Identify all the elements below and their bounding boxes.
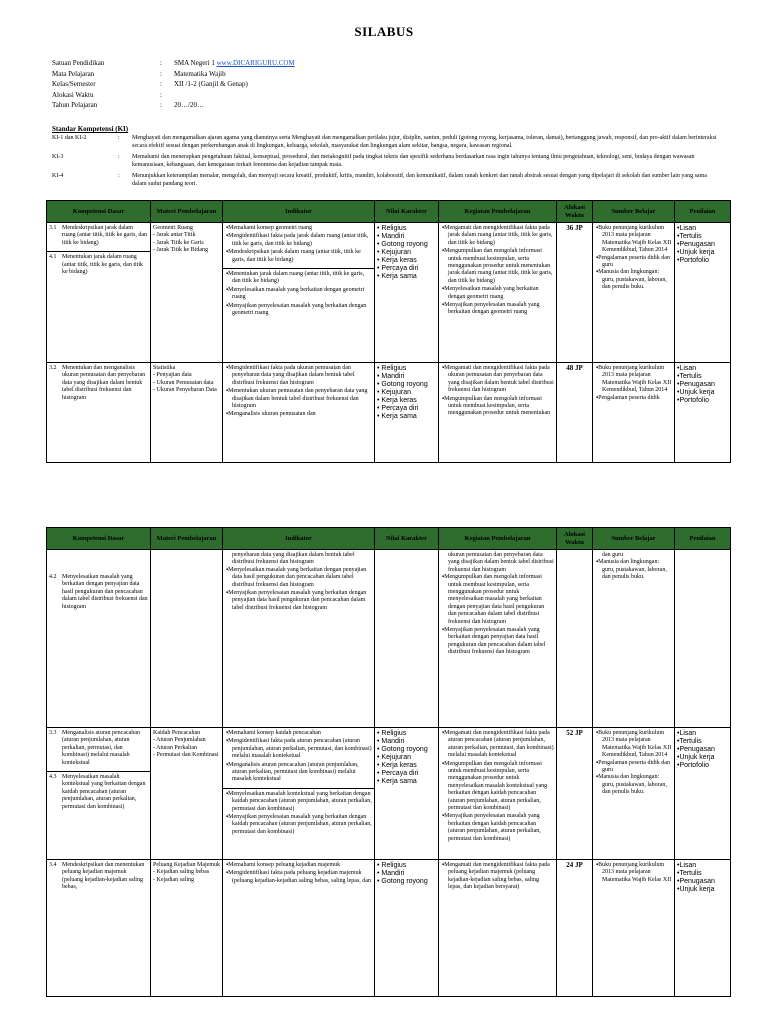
sumber-item: ▪ Buku penunjang kurikulum 2013 mata pelajaran Matematika Wajib Kelas XII Kemendikbud, Tahun 2014: [595, 225, 672, 255]
sumber-item: dan guru: [602, 552, 624, 558]
identity-value: 20…/20…: [174, 101, 204, 109]
kd-text: Mendeskripsikan dan menentukan peluang kejadian majemuk (peluang kejadian-kejadian saling bebas,: [62, 862, 145, 891]
kegiatan-item: ▪ Mengumpulkan dan mengolah informasi untuk membuat kesimpulan, serta menggunakan prosedur untuk menentukan: [441, 396, 554, 418]
kd-cell: [47, 728, 151, 860]
nilai-item: • Kejujuran: [377, 249, 436, 257]
header-alokasi-waktu: Alokasi Waktu: [557, 201, 593, 223]
penilaian-cell: [675, 728, 731, 860]
penilaian-item: • Lisan: [677, 862, 728, 870]
nilai-item: • Religius: [377, 730, 436, 738]
header-penilaian: Penilaian: [675, 528, 731, 550]
indikator-item: ▪ Memahami konsep kaidah pencacahan: [225, 730, 372, 737]
sumber-cell: [593, 860, 675, 997]
sumber-item: ▪ Pengalaman peserta didik: [595, 395, 672, 402]
materi-item: - Ukuran Pemusatan data: [153, 380, 220, 387]
kd-number: 3.4: [49, 862, 57, 868]
ki-text: Memahami dan menerapkan pengetahuan faktual, konseptual, prosedural, dan metakognitif pada tingkat teknis dan spesifik sederhana berdasarkan rasa ingin tahunya tentang ilmu pengetahuan, teknologi, seni, budaya dengan wawasan kemanusiaan, kebangsaan, dan kenegaraan terkait fenomena dan kejadian tampak mata.: [132, 154, 695, 168]
nilai-item: • Kejujuran: [377, 754, 436, 762]
penilaian-item: • Tertulis: [677, 738, 728, 746]
penilaian-cell: [675, 223, 731, 363]
indikator-item: ▪ Menyelesaikan masalah kontekstual yang berkaitan dengan kaidah pencacahan (aturan penjumlahan, aturan perkalian, permutasi dan kombinasi): [225, 791, 372, 813]
penilaian-item: • Penugasan: [677, 746, 728, 754]
penilaian-item: • Unjuk kerja: [677, 389, 728, 397]
identity-label: Mata Pelajaran: [52, 69, 95, 78]
header-kegiatan: Kegiatan Pembelajaran: [439, 201, 557, 223]
kegiatan-cell: [439, 728, 557, 860]
indikator-item: ▪ Menentukan ukuran pemusatan dan penyebaran data yang disajikan dalam bentuk tabel distribusi frekuensi dan histogram: [225, 388, 372, 410]
identity-value: SMA Negeri 1: [174, 59, 215, 67]
header-nilai-karakter: Nilai Karakter: [375, 528, 439, 550]
nilai-cell: [375, 223, 439, 363]
sumber-item: ▪ Buku penunjang kurikulum 2013 mata pelajaran Matematika Wajib Kelas XII: [595, 862, 672, 884]
identity-value: Matematika Wajib: [174, 69, 226, 78]
sumber-item: ▪ Manusia dan lingkungan: guru, pustakawan, laboran, dan penulis buku.: [595, 774, 672, 796]
indikator-item: ▪ Menentukan jarak dalam ruang (antar titik, titik ke garis, dan titik ke bidang): [225, 271, 372, 286]
kd-number: 3.2: [49, 365, 57, 371]
kegiatan-cell: [439, 550, 557, 728]
sumber-cell: [593, 550, 675, 728]
kd-cell: [47, 550, 151, 728]
penilaian-item: • Portofolio: [677, 762, 728, 770]
materi-cell: [151, 550, 223, 728]
nilai-item: • Mandiri: [377, 373, 436, 381]
ki-text: Menghayati dan mengamalkan ajaran agama yang dianutnya serta Menghayati dan mengamalkan perilaku jujur, disiplin, santun, peduli (gotong royong, kerjasama, toleran, damai), bertanggung jawab, responsif, dan pro-aktif dalam berinteraksi secara efektif sesuai dengan perkembangan anak di lingkungan, keluarga, sekolah, masyarakat dan lingkungan alam sekitar, bangsa, negara, kawasan regional.: [132, 135, 717, 149]
kd-text: Menganalisis aturan pencacahan (aturan penjumlahan, aturan perkalian, permutasi, dan kombinasi) melalui masalah kontekstual: [62, 730, 140, 766]
penilaian-item: • Portofolio: [677, 257, 728, 265]
ki-code: KI-1 dan KI-2: [52, 135, 87, 141]
kegiatan-item: ▪ Mengamati dan mengidentifikasi fakta pada ukuran pemusatan dan penyebaran data yang disajikan dalam bentuk tabel distribusi frekuensi dan histogram: [441, 365, 554, 395]
table-row: [47, 223, 731, 363]
nilai-item: • Kerja sama: [377, 273, 436, 281]
nilai-item: • Percaya diri: [377, 770, 436, 778]
identity-row: Mata Pelajaran : Matematika Wajib: [52, 69, 226, 78]
indikator-item: ▪ Memahami konsep peluang kejadian majemuk: [225, 862, 372, 869]
nilai-item: • Kerja sama: [377, 778, 436, 786]
table-row: [47, 363, 731, 463]
kegiatan-item: ▪ Menyajikan penyelesaian masalah yang berkaitan dengan geometri ruang: [441, 302, 554, 317]
materi-title: Kaidah Pencacahan: [153, 730, 201, 736]
materi-item: - Kejadian saling: [153, 877, 220, 884]
indikator-cell: [223, 363, 375, 463]
materi-title: Geometri Ruang: [153, 225, 193, 231]
header-materi: Materi Pembelajaran: [151, 528, 223, 550]
nilai-item: • Gotong royong: [377, 241, 436, 249]
sumber-item: ▪ Pengalaman peserta didik dan guru: [595, 255, 672, 270]
identity-label: Kelas/Semester: [52, 80, 96, 88]
indikator-item: ▪ Mengidentifikasi fakta pada aturan pencacahan (aturan penjumlahan, aturan perkalian, permutasi, dan kombinasi) melalui masalah kontekstual: [225, 738, 372, 760]
indikator-cell: [223, 550, 375, 728]
penilaian-item: • Unjuk kerja: [677, 249, 728, 257]
header-sumber-belajar: Sumber Belajar: [593, 201, 675, 223]
sumber-item: ▪ Manusia dan lingkungan: guru, pustakawan, laboran, dan penulis buku.: [595, 559, 672, 581]
alokasi-waktu-cell: [557, 550, 593, 728]
kd-cell: [47, 363, 151, 463]
materi-item: - Ukuran Penyebaran Data: [153, 387, 220, 394]
kd-text: Menyelesaikan masalah kontekstual yang berkaitan dengan kaidah pencacahan (aturan penjumlahan, aturan perkalian, permutasi dan kombinasi): [62, 774, 146, 810]
kd-cell: [47, 860, 151, 997]
header-alokasi-waktu: Alokasi Waktu: [557, 528, 593, 550]
indikator-cell: [223, 728, 375, 860]
nilai-item: • Kerja keras: [377, 257, 436, 265]
ki-row: KI-3 : Memahami dan menerapkan pengetahuan faktual, konseptual, prosedural, dan metakognitif pada tingkat teknis dan spesifik sederhana berdasarkan rasa ingin tahunya tentang ilmu pengetahuan, teknologi, seni, budaya dengan wawasan kemanusiaan, kebangsaan, dan kenegaraan terkait fenomena dan kejadian tampak mata.: [52, 153, 722, 169]
indikator-item: ▪ Menganalisis aturan pencacahan (aturan penjumlahan, aturan perkalian, permutasi dan kombinasi) melalui masalah kontekstual: [225, 762, 372, 784]
penilaian-item: • Tertulis: [677, 233, 728, 241]
syllabus-table-2: [46, 527, 731, 997]
header-sumber-belajar: Sumber Belajar: [593, 528, 675, 550]
indikator-item: penyebaran data yang disajikan dalam bentuk tabel distribusi frekuensi dan histogram: [232, 552, 355, 566]
indikator-item: ▪ Menganalisis ukuran pemusatan dan: [225, 411, 372, 418]
sumber-item: ▪ Buku penunjang kurikulum 2013 mata pelajaran Matematika Wajib Kelas XII Kemendikbud, Tahun 2014: [595, 730, 672, 760]
kegiatan-item: ▪ Menyajikan penyelesaian masalah yang berkaitan dengan kaidah pencacahan (aturan penjumlahan, aturan perkalian, permutasi dan kombinasi): [441, 813, 554, 843]
kegiatan-item: ▪ Mengamati dan mengidentifikasi fakta pada peluang kejadian majemuk (peluang kejadian-kejadian saling bebas, saling lepas, dan kejadian bersyarat): [441, 862, 554, 892]
materi-item: - Kejadian saling bebas: [153, 869, 220, 876]
nilai-item: • Kerja keras: [377, 762, 436, 770]
penilaian-item: • Unjuk kerja: [677, 886, 728, 894]
identity-row: Kelas/Semester : XII /1-2 (Ganjil & Genap): [52, 80, 248, 88]
identity-block: [52, 58, 722, 111]
indikator-item: ▪ Menyajikan penyelesaian masalah yang berkaitan dengan kaidah pencacahan (aturan penjumlahan, aturan perkalian, permutasi dan kombinasi): [225, 814, 372, 836]
sumber-item: ▪ Manusia dan lingkungan: guru, pustakawan, laboran, dan penulis buku.: [595, 269, 672, 291]
penilaian-cell: [675, 860, 731, 997]
alokasi-waktu-cell: 36 JP: [557, 223, 593, 363]
sumber-item: ▪ Pengalaman peserta didik dan guru: [595, 760, 672, 775]
kd-text: Menentukan dan menganalisis ukuran pemusatan dan penyebaran data yang disajikan dalam bentuk tabel distribusi frekuensi dan histogram: [62, 365, 146, 401]
alokasi-waktu-cell: 24 JP: [557, 860, 593, 997]
materi-cell: [151, 363, 223, 463]
indikator-item: ▪ Mendeskripsikan jarak dalam ruang (antar titik, titik ke garis, dan titik ke bidang): [225, 249, 372, 264]
nilai-item: • Mandiri: [377, 870, 436, 878]
ki-row: KI-1 dan KI-2 : Menghayati dan mengamalkan ajaran agama yang dianutnya serta Menghayati dan mengamalkan perilaku jujur, disiplin, santun, peduli (gotong royong, kerjasama, toleran, damai), bertanggung jawab, responsif, dan pro-aktif dalam berinteraksi secara efektif sesuai dengan perkembangan anak di lingkungan, keluarga, sekolah, masyarakat dan lingkungan alam sekitar, bangsa, negara, kawasan regional.: [52, 134, 722, 150]
materi-item: - Penyajian data: [153, 372, 220, 379]
kegiatan-cell: [439, 223, 557, 363]
identity-row: Satuan Pendidikan : SMA Negeri 1 www.DICARIGURU.COM: [52, 59, 295, 67]
penilaian-cell: [675, 363, 731, 463]
kd-text: Menentukan jarak dalam ruang (antar titik, titik ke garis, dan titik ke bidang): [62, 254, 143, 276]
indikator-item: ▪ Menyajikan penyelesaian masalah yang berkaitan dengan penyajian data hasil pengukuran dan pencacahan dalam tabel distribusi frekuensi dan histogram: [225, 590, 372, 612]
materi-cell: [151, 860, 223, 997]
kegiatan-item: ▪ Mengumpulkan dan mengolah informasi untuk membuat kesimpulan, serta menggunakan prosedur untuk menyelesaikan masalah yang berkaitan dengan penyajian data hasil pengukuran dan pencacahan dalam tabel distribusi frekuensi dan histogram: [441, 574, 554, 626]
ki-code: KI-4: [52, 173, 64, 179]
kegiatan-item: ▪ Mengamati dan mengidentifikasi fakta pada jarak dalam ruang (antar titik, titik ke garis, dan titik ke bidang): [441, 225, 554, 247]
nilai-cell: [375, 728, 439, 860]
kd-number: 4.2: [49, 574, 57, 580]
penilaian-item: • Lisan: [677, 225, 728, 233]
nilai-item: • Kejujuran: [377, 389, 436, 397]
penilaian-item: • Lisan: [677, 730, 728, 738]
kegiatan-item: ▪ Mengumpulkan dan mengolah informasi untuk membuat kesimpulan, serta menggunakan prosedur untuk menyelesaikan masalah kontekstual yang berkaitan dengan kaidah pencacahan (aturan penjumlahan, aturan perkalian, permutasi dan kombinasi): [441, 761, 554, 813]
materi-title: Peluang Kejadian Majemuk: [153, 862, 220, 868]
kd-number: 3.3: [49, 730, 57, 736]
alokasi-waktu-cell: 48 JP: [557, 363, 593, 463]
nilai-item: • Gotong royong: [377, 878, 436, 886]
nilai-cell: [375, 363, 439, 463]
header-nilai-karakter: Nilai Karakter: [375, 201, 439, 223]
kd-number: 4.3: [49, 774, 57, 781]
header-materi: Materi Pembelajaran: [151, 201, 223, 223]
materi-title: Statistika: [153, 365, 176, 371]
penilaian-item: • Penugasan: [677, 241, 728, 249]
kd-number: 4.1: [49, 254, 57, 261]
ki-row: KI-4 : Menunjukkan keterampilan menalar, mengolah, dan menyaji secara kreatif, produktif, kritis, mandiri, kolaboratif, dan komunikatif, dalam ranah konkret dan ranah abstrak sesuai dengan yang dipelajari di sekolah dan sumber lain yang sama dalam sudut pandang teori.: [52, 172, 722, 188]
kd-text: Menyelesaikan masalah yang berkaitan dengan penyajian data hasil pengukuran dan pencacahan dalam tabel distribusi frekuensi dan histogram: [62, 574, 148, 610]
materi-item: - Jarak antar Titik: [153, 232, 220, 239]
table-row: [47, 860, 731, 997]
materi-item: - Aturan Perkalian: [153, 745, 220, 752]
materi-item: - Aturan Penjumlahan: [153, 737, 220, 744]
nilai-item: • Gotong royong: [377, 381, 436, 389]
kegiatan-item: ▪ Menyajikan penyelesaian masalah yang berkaitan dengan penyajian data hasil pengukuran dan pencacahan dalam tabel distribusi frekuensi dan histogram: [441, 627, 554, 657]
indikator-item: ▪ Memahami konsep geometri ruang: [225, 225, 372, 232]
nilai-item: • Kerja sama: [377, 413, 436, 421]
materi-item: - Jarak Titik ke Garis: [153, 240, 220, 247]
ki-text: Menunjukkan keterampilan menalar, mengolah, dan menyaji secara kreatif, produktif, kritis, mandiri, kolaboratif, dan komunikatif, dalam ranah konkret dan ranah abstrak sesuai dengan yang dipelajari di sekolah dan sumber lain yang sama dalam sudut pandang teori.: [132, 173, 707, 187]
nilai-item: • Mandiri: [377, 233, 436, 241]
standar-heading: Standar Kompetensi (KI): [52, 125, 129, 133]
indikator-item: ▪ Mengidentifikasi fakta pada jarak dalam ruang (antar titik, titik ke garis, dan titik ke bidang): [225, 233, 372, 248]
penilaian-item: • Tertulis: [677, 870, 728, 878]
ki-code: KI-3: [52, 154, 64, 160]
identity-label: Tahun Pelajaran: [52, 101, 98, 109]
standar-kompetensi: [52, 125, 722, 191]
penilaian-item: • Penugasan: [677, 381, 728, 389]
table-row-continued: [47, 550, 731, 728]
nilai-item: • Percaya diri: [377, 405, 436, 413]
header-indikator: Indikator: [223, 201, 375, 223]
table-header-row: [47, 201, 731, 223]
identity-value: XII /1-2 (Ganjil & Genap): [174, 80, 248, 88]
penilaian-item: • Portofolio: [677, 397, 728, 405]
nilai-item: • Religius: [377, 365, 436, 373]
indikator-item: ▪ Menyelesaikan masalah yang berkaitan dengan penyajian data hasil pengukuran dan pencacahan dalam tabel distribusi frekuensi dan histogram: [225, 567, 372, 589]
materi-cell: [151, 223, 223, 363]
identity-row: Alokasi Waktu :: [52, 90, 162, 99]
nilai-item: • Mandiri: [377, 738, 436, 746]
kegiatan-item: ukuran pemusatan dan penyebaran data yang disajikan dalam bentuk tabel distribusi frekuensi dan histogram: [448, 552, 554, 573]
indikator-item: ▪ Mengidentifikasi fakta pada ukuran pemusatan dan penyebaran data yang disajikan dalam bentuk tabel distribusi frekuensi dan histogram: [225, 365, 372, 387]
nilai-item: • Gotong royong: [377, 746, 436, 754]
header-kegiatan: Kegiatan Pembelajaran: [439, 528, 557, 550]
table-header-row: [47, 528, 731, 550]
alokasi-waktu-cell: 52 JP: [557, 728, 593, 860]
header-kompetensi-dasar: Kompetensi Dasar: [47, 528, 151, 550]
header-indikator: Indikator: [223, 528, 375, 550]
kegiatan-item: ▪ Mengamati dan mengidentifikasi fakta pada aturan pencacahan (aturan penjumlahan, aturan perkalian, permutasi, dan kombinasi) melalui masalah kontekstual: [441, 730, 554, 760]
kegiatan-item: ▪ Mengumpulkan dan mengolah informasi untuk membuat kesimpulan, serta menggunakan prosedur untuk menentukan jarak dalam ruang (antar titik, titik ke garis, dan titik ke bidang): [441, 248, 554, 285]
identity-row: Tahun Pelajaran : 20…/20…: [52, 101, 204, 109]
nilai-cell: [375, 860, 439, 997]
indikator-cell: [223, 223, 375, 363]
indikator-item: ▪ Menyajikan penyelesaian masalah yang berkaitan dengan geometri ruang: [225, 303, 372, 318]
identity-label: Satuan Pendidikan: [52, 59, 105, 67]
penilaian-item: • Unjuk kerja: [677, 754, 728, 762]
penilaian-item: • Tertulis: [677, 373, 728, 381]
identity-label: Alokasi Waktu: [52, 90, 94, 99]
penilaian-item: • Lisan: [677, 365, 728, 373]
materi-item: - Permutasi dan Kombinasi: [153, 752, 220, 759]
sumber-item: ▪ Buku penunjang kurikulum 2013 mata pelajaran Matematika Wajib Kelas XII Kemendikbud, Tahun 2014: [595, 365, 672, 395]
kd-number: 3.1: [49, 225, 57, 231]
indikator-cell: [223, 860, 375, 997]
nilai-item: • Percaya diri: [377, 265, 436, 273]
nilai-item: • Religius: [377, 862, 436, 870]
table-row: [47, 728, 731, 860]
nilai-item: • Kerja keras: [377, 397, 436, 405]
penilaian-item: • Penugasan: [677, 878, 728, 886]
sumber-cell: [593, 728, 675, 860]
nilai-item: • Religius: [377, 225, 436, 233]
kegiatan-cell: [439, 363, 557, 463]
syllabus-table-1: [46, 200, 731, 463]
kegiatan-item: ▪ Menyelesaikan masalah yang berkaitan dengan geometri ruang: [441, 286, 554, 301]
website-link[interactable]: www.DICARIGURU.COM: [216, 59, 295, 67]
kd-cell: [47, 223, 151, 363]
materi-item: - Jarak Titik ke Bidang: [153, 247, 220, 254]
nilai-cell: [375, 550, 439, 728]
kegiatan-cell: [439, 860, 557, 997]
materi-cell: [151, 728, 223, 860]
indikator-item: ▪ Menyelesaikan masalah yang berkaitan dengan geometri ruang: [225, 287, 372, 302]
header-kompetensi-dasar: Kompetensi Dasar: [47, 201, 151, 223]
penilaian-cell: [675, 550, 731, 728]
sumber-cell: [593, 363, 675, 463]
sumber-cell: [593, 223, 675, 363]
document-title: SILABUS: [354, 24, 414, 39]
indikator-item: ▪ Mengidentifikasi fakta pada peluang kejadian majemuk (peluang kejadian-kejadian saling bebas, saling lepas, dan: [225, 870, 372, 885]
header-penilaian: Penilaian: [675, 201, 731, 223]
kd-text: Mendeskripsikan jarak dalam ruang (antar titik, titik ke garis, dan titik ke bidang): [62, 225, 147, 246]
